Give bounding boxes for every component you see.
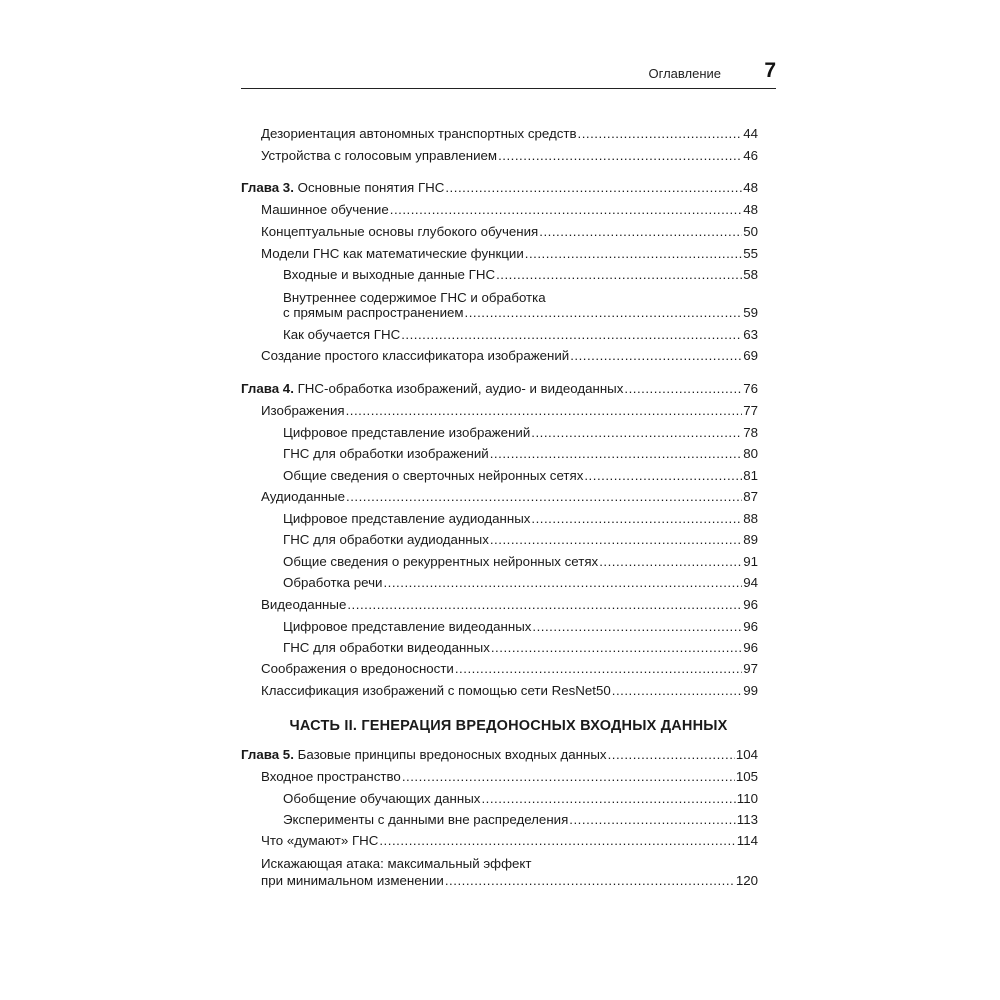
toc-leader-dots	[569, 812, 736, 828]
toc-entry-page: 89	[743, 532, 758, 547]
toc-leader-dots	[531, 425, 742, 441]
toc-leader-dots	[379, 833, 735, 849]
toc-entry-page: 55	[743, 246, 758, 261]
toc-entry	[241, 202, 758, 218]
toc-entry-page: 94	[743, 575, 758, 590]
toc-entry-page: 48	[743, 180, 758, 195]
toc-leader-dots	[401, 327, 742, 343]
toc-leader-dots	[390, 202, 742, 218]
toc-entry-page: 58	[743, 267, 758, 282]
header-title: Оглавление	[648, 66, 721, 81]
toc-entry	[241, 791, 758, 807]
toc-entry-text: Входные и выходные данные ГНС	[283, 267, 496, 282]
page-number: 7	[764, 59, 776, 82]
toc-entry-page: 96	[743, 619, 758, 634]
toc-entry-page: 77	[743, 403, 758, 418]
toc-entry-page: 59	[743, 305, 758, 320]
toc-entry-page: 81	[743, 468, 758, 483]
toc-entry-text: Обработка речи	[283, 575, 383, 590]
toc-entry	[241, 597, 758, 613]
toc-entry-text	[241, 180, 444, 196]
chapter-label: Глава 5.	[241, 747, 294, 762]
chapter-label: Глава 3.	[241, 180, 294, 195]
toc-entry	[241, 327, 758, 343]
toc-leader-dots	[445, 180, 742, 196]
page-header	[241, 58, 776, 89]
toc-leader-dots	[612, 683, 742, 699]
toc-entry	[241, 640, 758, 656]
toc-leader-dots	[346, 403, 743, 419]
toc-entry-first-line: Внутреннее содержимое ГНС и обработка	[283, 290, 546, 305]
toc-leader-dots	[455, 661, 742, 677]
toc-entry	[241, 683, 758, 699]
toc-leader-dots	[608, 747, 735, 763]
toc-entry	[241, 148, 758, 164]
toc-entry-text: с прямым распространением	[283, 305, 464, 320]
toc-entry-page: 91	[743, 554, 758, 569]
toc-entry-text: Эксперименты с данными вне распределения	[283, 812, 569, 827]
toc-entry	[241, 833, 758, 849]
toc-entry-text: ГНС для обработки видеоданных	[283, 640, 490, 655]
toc-entry-text: Видеоданные	[261, 597, 347, 612]
toc-entry-page: 114	[736, 833, 758, 848]
toc-leader-dots	[490, 446, 742, 462]
toc-entry-page: 69	[743, 348, 758, 363]
toc-entry-text: Общие сведения о сверточных нейронных сетях	[283, 468, 584, 483]
toc-entry-text: Машинное обучение	[261, 202, 389, 217]
chapter-title: Базовые принципы вредоносных входных данных	[297, 747, 607, 762]
toc-entry-text: Модели ГНС как математические функции	[261, 246, 524, 261]
toc-entry	[241, 224, 758, 240]
toc-entry	[241, 246, 758, 262]
toc-entry-page: 96	[743, 640, 758, 655]
toc-entry-text: Соображения о вредоносности	[261, 661, 454, 676]
toc-entry-page: 80	[743, 446, 758, 461]
toc-entry-text	[241, 381, 623, 397]
toc-entry	[241, 305, 758, 321]
toc-leader-dots	[496, 267, 742, 283]
toc-leader-dots	[383, 575, 742, 591]
toc-entry-page: 99	[743, 683, 758, 698]
toc-entry	[241, 661, 758, 677]
toc-entry	[241, 348, 758, 364]
toc-entry	[241, 769, 758, 785]
toc-entry-text: Дезориентация автономных транспортных средств	[261, 126, 577, 141]
toc-entry-text: Входное пространство	[261, 769, 401, 784]
toc-entry-page: 50	[743, 224, 758, 239]
toc-entry-text	[241, 747, 607, 763]
toc-entry	[241, 575, 758, 591]
toc-entry-text: Изображения	[261, 403, 345, 418]
toc-leader-dots	[347, 597, 742, 613]
chapter-title: ГНС-обработка изображений, аудио- и видеоданных	[297, 381, 624, 396]
toc-chapter-entry	[241, 180, 758, 196]
toc-leader-dots	[570, 348, 742, 364]
toc-entry-text: Обобщение обучающих данных	[283, 791, 481, 806]
toc-entry-text: Концептуальные основы глубокого обучения	[261, 224, 539, 239]
toc-leader-dots	[578, 126, 743, 142]
toc-entry-text: Цифровое представление изображений	[283, 425, 531, 440]
toc-entry-text: Создание простого классификатора изображений	[261, 348, 570, 363]
toc-entry-page: 113	[736, 812, 758, 827]
toc-leader-dots	[539, 224, 742, 240]
toc-entry-page: 88	[743, 511, 758, 526]
toc-leader-dots	[445, 873, 735, 889]
toc-entry	[241, 619, 758, 635]
toc-entry	[241, 812, 758, 828]
toc-entry	[241, 403, 758, 419]
part-title: ЧАСТЬ II. ГЕНЕРАЦИЯ ВРЕДОНОСНЫХ ВХОДНЫХ ДАННЫХ	[289, 718, 728, 734]
toc-entry-text: при минимальном изменении	[261, 873, 444, 888]
toc-entry-text: Цифровое представление видеоданных	[283, 619, 532, 634]
chapter-label: Глава 4.	[241, 381, 294, 396]
toc-entry	[241, 532, 758, 548]
toc-entry	[241, 425, 758, 441]
toc-entry-page: 105	[735, 769, 758, 784]
toc-leader-dots	[532, 619, 742, 635]
toc-entry-page: 104	[735, 747, 758, 762]
toc-entry-page: 48	[743, 202, 758, 217]
toc-leader-dots	[498, 148, 742, 164]
toc-entry	[241, 511, 758, 527]
toc-leader-dots	[346, 489, 742, 505]
toc-entry-text: Цифровое представление аудиоданных	[283, 511, 531, 526]
toc-entry-text: Общие сведения о рекуррентных нейронных сетях	[283, 554, 599, 569]
toc-entry-text: Устройства с голосовым управлением	[261, 148, 498, 163]
toc-entry-text: Что «думают» ГНС	[261, 833, 379, 848]
toc-entry-text: Классификация изображений с помощью сети ResNet50	[261, 683, 611, 698]
toc-entry-page: 76	[743, 381, 758, 396]
toc-leader-dots	[402, 769, 735, 785]
toc-entry	[241, 446, 758, 462]
toc-entry	[241, 126, 758, 142]
toc-entry	[241, 489, 758, 505]
toc-entry	[241, 873, 758, 889]
toc-entry-page: 120	[735, 873, 758, 888]
toc-entry-text: ГНС для обработки изображений	[283, 446, 489, 461]
toc-entry-first-line: Искажающая атака: максимальный эффект	[261, 856, 532, 871]
toc-entry-page: 87	[743, 489, 758, 504]
toc-entry	[241, 554, 758, 570]
toc-entry-text: Как обучается ГНС	[283, 327, 401, 342]
toc-leader-dots	[490, 532, 742, 548]
toc-leader-dots	[491, 640, 742, 656]
toc-leader-dots	[531, 511, 742, 527]
toc-entry-text: Аудиоданные	[261, 489, 346, 504]
toc-entry-text: ГНС для обработки аудиоданных	[283, 532, 489, 547]
toc-entry-page: 96	[743, 597, 758, 612]
toc-entry	[241, 468, 758, 484]
toc-chapter-entry	[241, 381, 758, 397]
toc-chapter-entry	[241, 747, 758, 763]
toc-leader-dots	[624, 381, 742, 397]
toc-entry-page: 97	[743, 661, 758, 676]
toc-entry-page: 78	[743, 425, 758, 440]
chapter-title: Основные понятия ГНС	[297, 180, 445, 195]
toc-leader-dots	[599, 554, 742, 570]
toc-entry	[241, 267, 758, 283]
toc-entry-page: 63	[743, 327, 758, 342]
toc-leader-dots	[525, 246, 742, 262]
toc-leader-dots	[465, 305, 743, 321]
toc-leader-dots	[584, 468, 742, 484]
toc-entry-page: 46	[743, 148, 758, 163]
toc-leader-dots	[481, 791, 735, 807]
toc-entry-page: 44	[743, 126, 758, 141]
toc-entry-page: 110	[736, 791, 758, 806]
